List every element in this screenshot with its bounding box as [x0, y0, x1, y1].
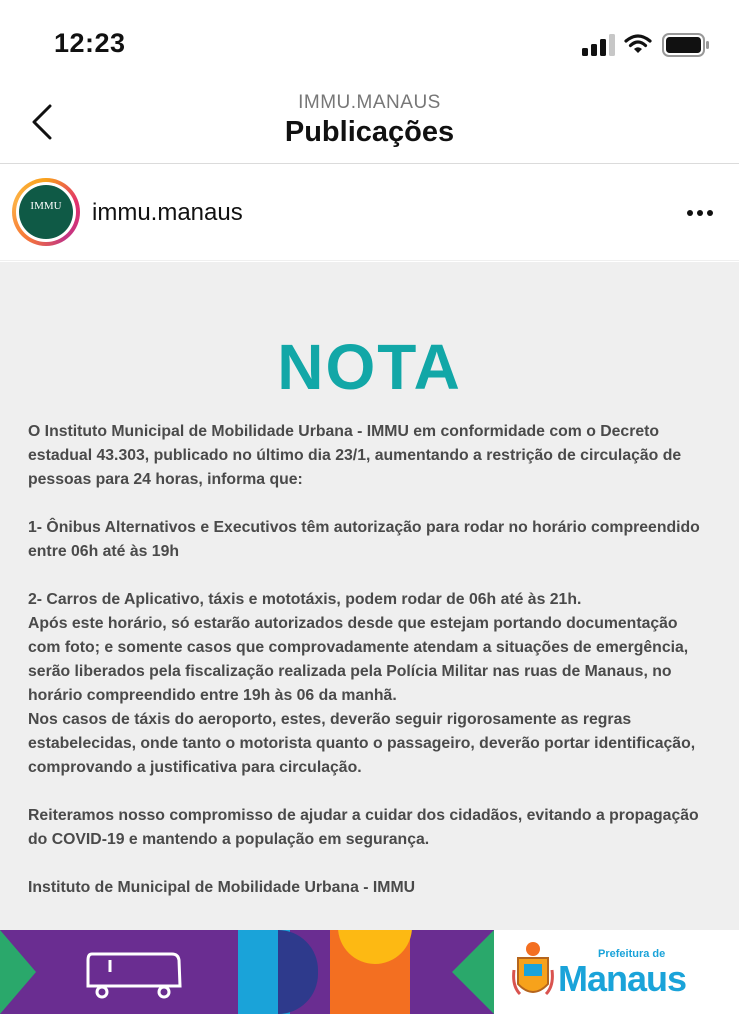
manaus-label: Manaus	[558, 958, 687, 999]
nav-subtitle: IMMU.MANAUS	[298, 92, 441, 113]
nota-heading: NOTA	[277, 331, 462, 403]
nota-paragraph: O Instituto Municipal de Mobilidade Urbana - IMMU em conformidade com o Decreto estadual 43.303, publicado no último dia 23/1, aumentando a restrição de circulação de pessoas para 24 horas, informa que:	[28, 423, 682, 488]
status-bar	[0, 0, 739, 84]
manaus-crest-icon	[512, 940, 554, 1004]
nota-signature: Instituto de Municipal de Mobilidade Urbana - IMMU	[28, 879, 416, 896]
post-username[interactable]: immu.manaus	[92, 199, 243, 226]
nota-paragraph: 1- Ônibus Alternativos e Executivos têm autorização para rodar no horário compreendido entre 06h até às 19h	[28, 519, 700, 560]
avatar-logo	[19, 185, 73, 239]
nota-paragraph: Nos casos de táxis do aeroporto, estes, deverão seguir rigorosamente as regras estabelecidas, onde tanto o motorista quanto o passageiro, deverão portar identificação, comprovando a justificativa para circulação.	[28, 711, 696, 776]
nota-paragraph: Após este horário, só estarão autorizados desde que estejam portando documentação com foto; e somente casos que comprovadamente atendam a situações de emergência, serão liberados pela fiscalização realizada pela Polícia Militar nas ruas de Manaus, no horário compreendido entre 19h às 06 da manhã.	[28, 615, 689, 704]
nota-paragraph: Reiteramos nosso compromisso de ajudar a cuidar dos cidadãos, evitando a propagação do COVID-19 e mantendo a população em segurança.	[28, 807, 699, 848]
signal-icon	[582, 34, 616, 56]
post-header	[0, 165, 739, 261]
footer-banner	[0, 930, 739, 1014]
bus-icon	[84, 946, 184, 1002]
nav-header	[0, 84, 739, 164]
nota-body	[28, 420, 708, 900]
nota-paragraph: 2- Carros de Aplicativo, táxis e mototáxis, podem rodar de 06h até às 21h.	[28, 591, 582, 608]
wifi-icon	[624, 33, 652, 55]
page-title: Publicações	[284, 116, 455, 148]
banner-green-arrow-right	[452, 930, 494, 1014]
status-time: 12:23	[54, 28, 126, 58]
avatar[interactable]	[12, 178, 80, 246]
prefeitura-label: Prefeitura de	[598, 948, 666, 960]
more-horizontal-icon[interactable]	[686, 209, 714, 217]
banner-green-arrow	[0, 930, 36, 1014]
battery-icon	[662, 33, 710, 57]
avatar-text: IMMU	[30, 200, 62, 212]
post-image[interactable]	[0, 262, 739, 930]
prefeitura-logo	[494, 930, 739, 1014]
